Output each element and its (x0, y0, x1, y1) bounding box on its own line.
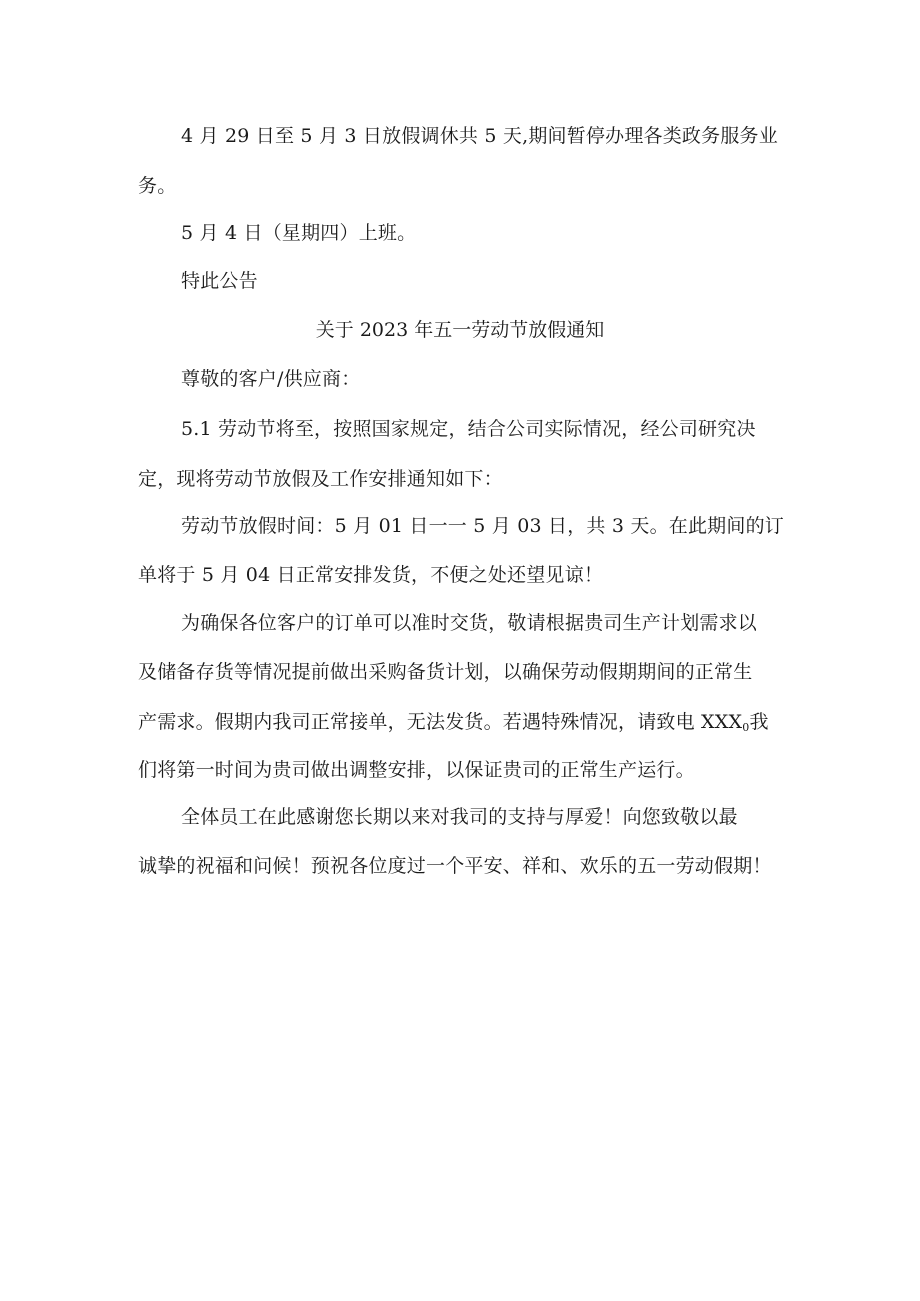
notice1-paragraph1-line1: 4 月 29 日至 5 月 3 日放假调休共 5 天,期间暂停办理各类政务服务业 (181, 125, 778, 147)
notice2-title: 关于 2023 年五一劳动节放假通知 (315, 319, 605, 341)
notice2-paragraph4-line1: 全体员工在此感谢您长期以来对我司的支持与厚爱！向您致敬以最 (181, 806, 738, 828)
notice1-closing: 特此公告 (181, 270, 258, 292)
notice2-paragraph3-line3 (138, 710, 769, 734)
notice1-paragraph1-line2: 务。 (138, 175, 177, 197)
notice2-paragraph2-line1: 劳动节放假时间：5 月 01 日一一 5 月 03 日，共 3 天。在此期间的订 (181, 515, 784, 537)
notice2-salutation: 尊敬的客户/供应商： (181, 368, 361, 390)
notice2-paragraph4-line2: 诚挚的祝福和问候！预祝各位度过一个平安、祥和、欢乐的五一劳动假期！ (138, 855, 772, 877)
notice2-paragraph3-line3-text: 产需求。假期内我司正常接单，无法发货。若遇特殊情况，请致电 XXX (138, 711, 743, 733)
notice2-paragraph3-subscript: 0 (742, 721, 750, 734)
notice2-paragraph2-line2: 单将于 5 月 04 日正常安排发货，不便之处还望见谅！ (138, 564, 604, 586)
notice2-paragraph1-line1: 5.1 劳动节将至，按照国家规定，结合公司实际情况，经公司研究决 (181, 418, 756, 440)
notice2-paragraph3-line2: 及储备存货等情况提前做出采购备货计划，以确保劳动假期期间的正常生 (138, 661, 753, 683)
notice2-paragraph3-line4: 们将第一时间为贵司做出调整安排，以保证贵司的正常生产运行。 (138, 759, 695, 781)
notice1-paragraph2: 5 月 4 日（星期四）上班。 (181, 222, 417, 244)
notice2-paragraph3-line3-end: 我 (749, 711, 769, 733)
notice2-paragraph1-line2: 定，现将劳动节放假及工作安排通知如下： (138, 468, 503, 490)
notice2-paragraph3-line1: 为确保各位客户的订单可以准时交货，敬请根据贵司生产计划需求以 (181, 612, 758, 634)
